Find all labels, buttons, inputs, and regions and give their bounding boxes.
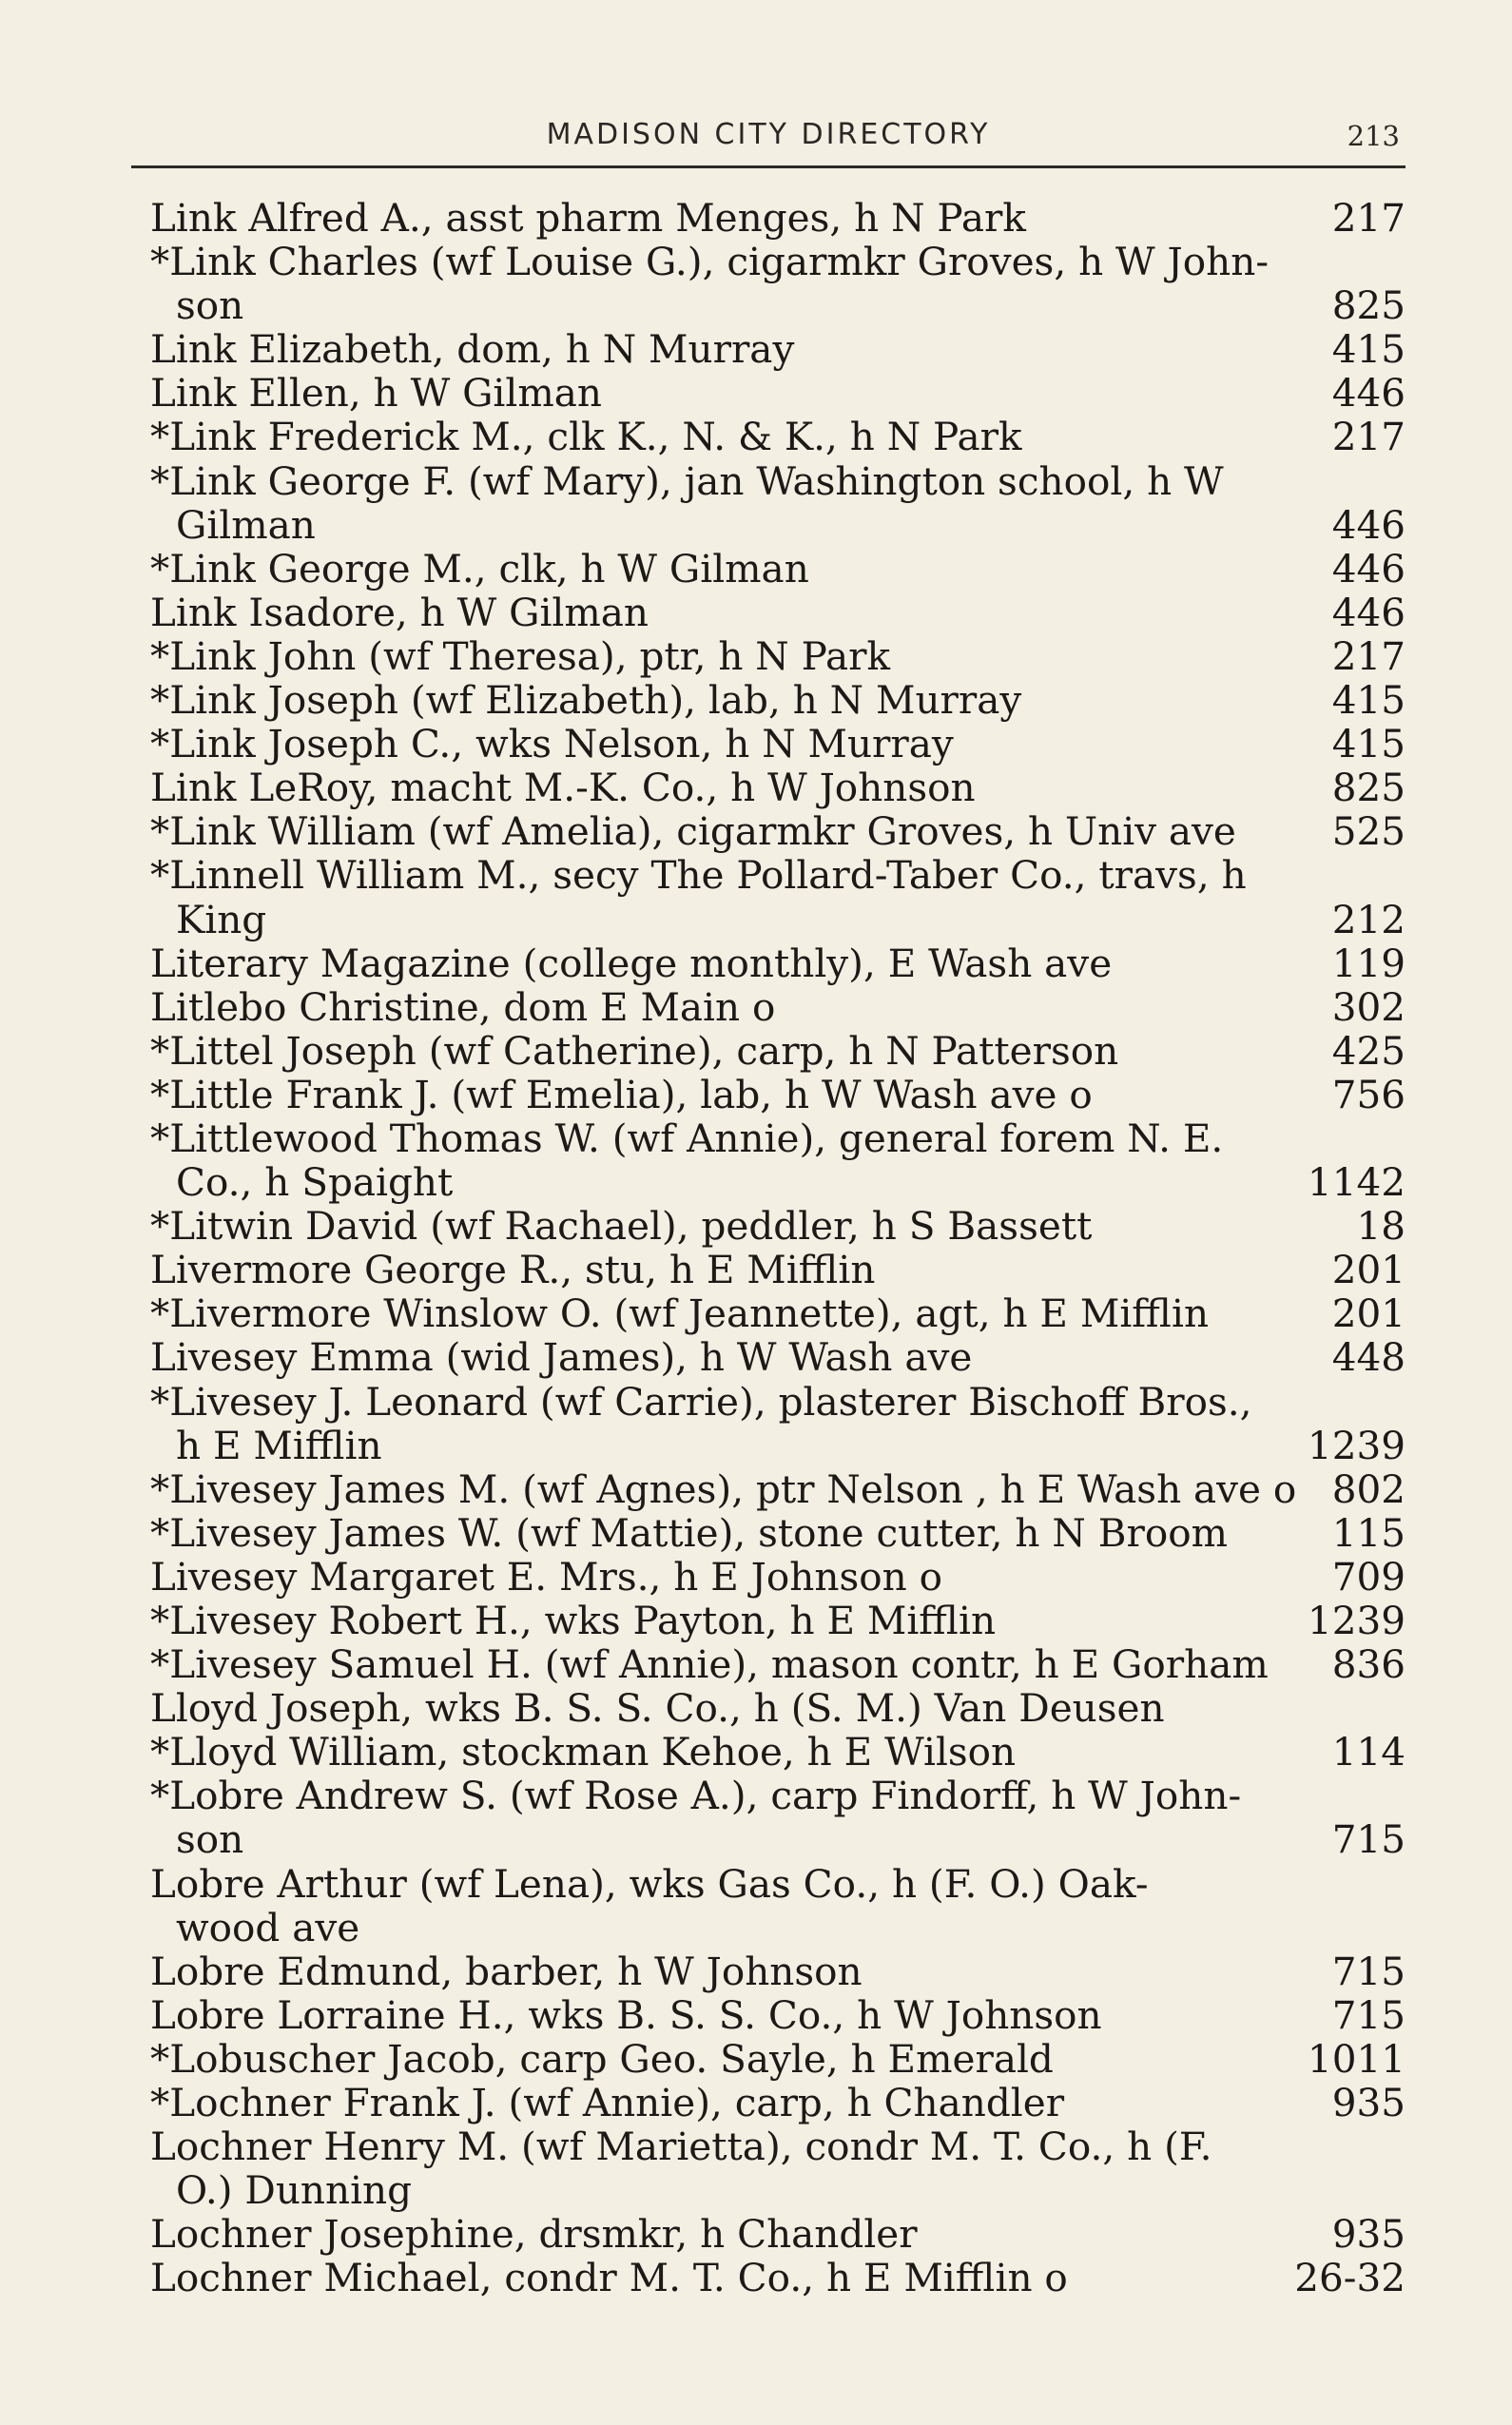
entry-text: [131, 1291, 1405, 1335]
entry-text: [131, 809, 1405, 853]
entry-text: [131, 459, 1405, 503]
directory-entry: [131, 1291, 1405, 1335]
entry-text: [131, 1073, 1405, 1116]
entry-name-line: *Link John (wf Theresa), ptr, h N Park: [150, 632, 891, 679]
entry-name-line: *Link William (wf Amelia), cigarmkr Groves, h Univ ave: [150, 808, 1236, 855]
house-number: 715: [1331, 1991, 1405, 2038]
directory-entry: [131, 1116, 1405, 1204]
directory-entry: [131, 1950, 1405, 1993]
house-number: 217: [1331, 195, 1405, 241]
entry-continuation-text: son: [176, 1816, 244, 1863]
header-rule: [131, 165, 1405, 168]
entry-text: [131, 766, 1405, 809]
house-number: 212: [1331, 896, 1405, 942]
house-number: 935: [1331, 2211, 1405, 2258]
entry-text: [131, 1248, 1405, 1291]
entry-continuation-text: h E Mifflin: [176, 1422, 382, 1468]
directory-entry: [131, 1380, 1405, 1467]
entry-text: [131, 1029, 1405, 1073]
entry-continuation-text: Co., h Spaight: [176, 1159, 454, 1206]
directory-entry: [131, 1555, 1405, 1599]
entry-text: [131, 1993, 1405, 2037]
entry-text: [131, 371, 1405, 415]
house-number: 709: [1331, 1553, 1405, 1600]
entry-continuation: [131, 2168, 1405, 2212]
entry-continuation-text: Gilman: [176, 501, 316, 548]
entry-continuation: [131, 1906, 1405, 1950]
house-number: 115: [1331, 1509, 1405, 1556]
entry-text: [131, 1555, 1405, 1599]
entry-name-line: *Link George F. (wf Mary), jan Washington school, h W: [150, 457, 1224, 504]
house-number: 446: [1331, 370, 1405, 417]
directory-entry: [131, 2212, 1405, 2256]
directory-entry: [131, 1599, 1405, 1642]
entry-name-line: *Link Joseph C., wks Nelson, h N Murray: [150, 721, 954, 767]
entry-name-line: *Link Frederick M., clk K., N. & K., h N Park: [150, 414, 1022, 460]
page-header: [131, 114, 1405, 162]
entry-name-line: Lobre Lorraine H., wks B. S. S. Co., h W Johnson: [150, 1991, 1102, 2038]
page-number: 213: [1347, 120, 1400, 152]
directory-entry: [131, 1993, 1405, 2037]
directory-entry: [131, 1862, 1405, 1950]
entry-text: [131, 853, 1405, 897]
house-number: 715: [1331, 1948, 1405, 1994]
house-number: 448: [1331, 1334, 1405, 1381]
entry-continuation: [131, 1424, 1405, 1467]
house-number: 119: [1331, 940, 1405, 986]
house-number: 446: [1331, 545, 1405, 592]
directory-entry: [131, 1204, 1405, 1248]
directory-entry: [131, 1467, 1405, 1511]
entry-name-line: Lobre Edmund, barber, h W Johnson: [150, 1948, 863, 1994]
entry-name-line: *Littlewood Thomas W. (wf Annie), general forem N. E.: [150, 1115, 1224, 1161]
entry-name-line: Link Alfred A., asst pharm Menges, h N Park: [150, 195, 1026, 241]
directory-entry: [131, 327, 1405, 371]
directory-entry: [131, 415, 1405, 458]
directory-entry: [131, 2256, 1405, 2299]
entry-name-line: *Lobre Andrew S. (wf Rose A.), carp Findorff, h W John-: [150, 1773, 1242, 1819]
directory-entry: [131, 678, 1405, 722]
entry-name-line: Lochner Michael, condr M. T. Co., h E Mifflin o: [150, 2255, 1068, 2301]
entry-text: [131, 196, 1405, 240]
entry-text: [131, 1204, 1405, 1248]
house-number: 302: [1331, 983, 1405, 1030]
entry-text: [131, 1774, 1405, 1817]
directory-entry: [131, 591, 1405, 634]
directory-entry: [131, 1335, 1405, 1379]
entry-text: [131, 634, 1405, 678]
house-number: 201: [1331, 1247, 1405, 1293]
entry-text: [131, 1862, 1405, 1906]
entry-name-line: Livesey Margaret E. Mrs., h E Johnson o: [150, 1553, 942, 1600]
directory-entry: [131, 853, 1405, 941]
house-number: 825: [1331, 282, 1405, 329]
entry-name-line: *Lloyd William, stockman Kehoe, h E Wilson: [150, 1729, 1017, 1775]
entry-name-line: *Livesey Robert H., wks Payton, h E Mifflin: [150, 1598, 997, 1643]
entry-text: [131, 415, 1405, 458]
entry-continuation-text: wood ave: [176, 1904, 360, 1950]
entry-text: [131, 1642, 1405, 1686]
entry-name-line: *Link Joseph (wf Elizabeth), lab, h N Murray: [150, 677, 1022, 724]
directory-entry: [131, 1774, 1405, 1861]
entry-continuation: [131, 503, 1405, 547]
entry-name-line: *Lochner Frank J. (wf Annie), carp, h Chandler: [150, 2080, 1065, 2126]
entry-continuation: [131, 1817, 1405, 1861]
entry-continuation: [131, 1160, 1405, 1204]
directory-entry: [131, 722, 1405, 766]
house-number: 756: [1331, 1071, 1405, 1117]
entry-continuation-text: O.) Dunning: [176, 2167, 413, 2214]
house-number: 525: [1331, 808, 1405, 855]
house-number: 446: [1331, 589, 1405, 635]
directory-entry: [131, 1029, 1405, 1073]
entry-name-line: *Livesey James W. (wf Mattie), stone cutter, h N Broom: [150, 1509, 1228, 1556]
house-number: 114: [1331, 1729, 1405, 1775]
entry-text: [131, 2037, 1405, 2081]
entry-name-line: Lobre Arthur (wf Lena), wks Gas Co., h (F. O.) Oak-: [150, 1860, 1149, 1907]
directory-entry: [131, 2037, 1405, 2081]
house-number: 18: [1356, 1203, 1405, 1250]
house-number: 1142: [1307, 1159, 1405, 1206]
entry-text: [131, 678, 1405, 722]
house-number: 201: [1331, 1290, 1405, 1337]
running-title: MADISON CITY DIRECTORY: [546, 118, 991, 151]
house-number: 415: [1331, 721, 1405, 767]
directory-entry: [131, 1730, 1405, 1774]
house-number: 1239: [1307, 1598, 1405, 1643]
entry-name-line: Lochner Henry M. (wf Marietta), condr M. T. Co., h (F.: [150, 2124, 1212, 2170]
entry-text: [131, 722, 1405, 766]
entry-name-line: *Littel Joseph (wf Catherine), carp, h N Patterson: [150, 1027, 1119, 1074]
house-number: 415: [1331, 326, 1405, 373]
entry-name-line: Literary Magazine (college monthly), E Wash ave: [150, 940, 1113, 986]
directory-entry: [131, 766, 1405, 809]
directory-entry: [131, 941, 1405, 985]
entry-text: [131, 941, 1405, 985]
entry-text: [131, 1116, 1405, 1160]
entry-name-line: Lloyd Joseph, wks B. S. S. Co., h (S. M.) Van Deusen: [150, 1685, 1165, 1732]
entry-name-line: Link Isadore, h W Gilman: [150, 589, 649, 635]
entry-name-line: *Link George M., clk, h W Gilman: [150, 545, 809, 592]
entry-text: [131, 985, 1405, 1029]
directory-entry: [131, 1073, 1405, 1116]
directory-entry: [131, 459, 1405, 547]
directory-entry: [131, 2124, 1405, 2212]
entry-text: [131, 1467, 1405, 1511]
entry-continuation-text: King: [176, 896, 267, 942]
house-number: 26-32: [1294, 2255, 1405, 2301]
entry-name-line: *Livesey James M. (wf Agnes), ptr Nelson , h E Wash ave o: [150, 1465, 1297, 1512]
entry-text: [131, 2256, 1405, 2299]
house-number: 715: [1331, 1816, 1405, 1863]
house-number: 825: [1331, 765, 1405, 811]
house-number: 446: [1331, 501, 1405, 548]
entry-continuation: [131, 283, 1405, 327]
entry-text: [131, 327, 1405, 371]
house-number: 1239: [1307, 1422, 1405, 1468]
entry-text: [131, 1686, 1405, 1730]
entry-name-line: *Livermore Winslow O. (wf Jeannette), agt, h E Mifflin: [150, 1290, 1210, 1337]
directory-entry: [131, 1511, 1405, 1555]
entry-text: [131, 1950, 1405, 1993]
entry-name-line: *Link Charles (wf Louise G.), cigarmkr Groves, h W John-: [150, 239, 1270, 285]
entry-continuation-text: son: [176, 282, 244, 329]
entry-text: [131, 1335, 1405, 1379]
house-number: 217: [1331, 632, 1405, 679]
directory-entries: [131, 196, 1405, 2300]
directory-entry: [131, 985, 1405, 1029]
house-number: 802: [1331, 1465, 1405, 1512]
house-number: 1011: [1307, 2035, 1405, 2082]
directory-entry: [131, 196, 1405, 240]
entry-name-line: Link Elizabeth, dom, h N Murray: [150, 326, 795, 373]
entry-name-line: Livermore George R., stu, h E Mifflin: [150, 1247, 876, 1293]
house-number: 217: [1331, 414, 1405, 460]
entry-text: [131, 2124, 1405, 2168]
directory-entry: [131, 1686, 1405, 1730]
entry-continuation: [131, 898, 1405, 941]
entry-text: [131, 1511, 1405, 1555]
entry-name-line: Link LeRoy, macht M.-K. Co., h W Johnson: [150, 765, 976, 811]
directory-entry: [131, 809, 1405, 853]
entry-text: [131, 1599, 1405, 1642]
directory-entry: [131, 1642, 1405, 1686]
entry-name-line: *Livesey Samuel H. (wf Annie), mason contr, h E Gorham: [150, 1641, 1269, 1688]
entry-text: [131, 240, 1405, 283]
entry-name-line: Link Ellen, h W Gilman: [150, 370, 602, 417]
entry-text: [131, 547, 1405, 591]
directory-entry: [131, 240, 1405, 327]
directory-entry: [131, 1248, 1405, 1291]
directory-entry: [131, 547, 1405, 591]
entry-name-line: *Lobuscher Jacob, carp Geo. Sayle, h Emerald: [150, 2035, 1054, 2082]
entry-name-line: Litlebo Christine, dom E Main o: [150, 983, 776, 1030]
house-number: 415: [1331, 677, 1405, 724]
entry-name-line: *Little Frank J. (wf Emelia), lab, h W Wash ave o: [150, 1071, 1093, 1117]
entry-name-line: Lochner Josephine, drsmkr, h Chandler: [150, 2211, 918, 2258]
house-number: 935: [1331, 2080, 1405, 2126]
house-number: 425: [1331, 1027, 1405, 1074]
entry-name-line: *Litwin David (wf Rachael), peddler, h S Bassett: [150, 1203, 1093, 1250]
entry-name-line: Livesey Emma (wid James), h W Wash ave: [150, 1334, 973, 1381]
entry-text: [131, 2081, 1405, 2124]
entry-text: [131, 591, 1405, 634]
entry-text: [131, 1730, 1405, 1774]
directory-entry: [131, 634, 1405, 678]
entry-name-line: *Livesey J. Leonard (wf Carrie), plasterer Bischoff Bros.,: [150, 1378, 1252, 1425]
entry-text: [131, 2212, 1405, 2256]
entry-name-line: *Linnell William M., secy The Pollard-Taber Co., travs, h: [150, 852, 1247, 899]
house-number: 836: [1331, 1641, 1405, 1688]
entry-text: [131, 1380, 1405, 1424]
directory-entry: [131, 2081, 1405, 2124]
directory-entry: [131, 371, 1405, 415]
